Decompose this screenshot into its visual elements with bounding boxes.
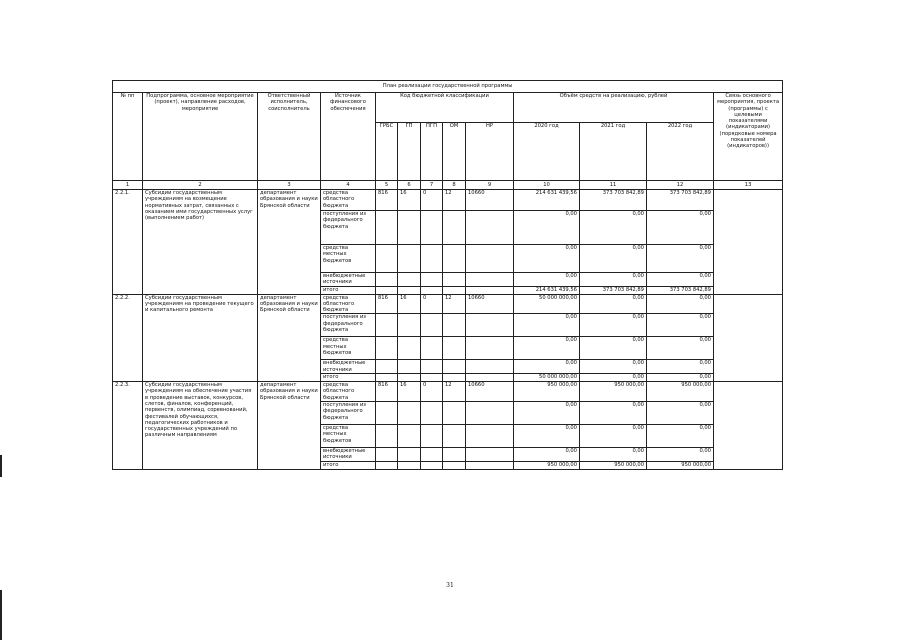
header-link: Связь основного мероприятия, проекта (программы) с целевыми показателями (индикаторами) (порядковые номера показателей (индикаторов))	[714, 93, 783, 181]
amount-2022: 0,00	[647, 447, 714, 461]
amount-2022: 0,00	[647, 314, 714, 337]
amount-2022: 0,00	[647, 360, 714, 374]
plan-table	[112, 80, 783, 470]
source-total: итого	[321, 286, 376, 294]
column-number: 8	[443, 181, 466, 190]
code-gp: 16	[398, 190, 421, 211]
header-budget-code: Код бюджетной классификации	[376, 93, 514, 123]
column-number: 5	[376, 181, 398, 190]
column-number: 6	[398, 181, 421, 190]
row-link	[714, 382, 783, 469]
table-row	[113, 190, 783, 211]
code-gp: 16	[398, 294, 421, 314]
source-local: средства местных бюджетов	[321, 245, 376, 273]
amount-2022: 373 703 842,89	[647, 190, 714, 211]
column-number: 2	[143, 181, 258, 190]
total-2022: 373 703 842,89	[647, 286, 714, 294]
source-total: итого	[321, 461, 376, 469]
table-row	[113, 382, 783, 402]
header-source: Источник финансового обеспечения	[321, 93, 376, 181]
subheader-pgp: ПГП	[421, 123, 443, 181]
code-pgp: 0	[421, 294, 443, 314]
column-number: 10	[514, 181, 580, 190]
row-name: Субсидии государственным учреждениям на проведение текущего и капитального ремонта	[143, 294, 258, 381]
amount-2020: 0,00	[514, 273, 580, 287]
amount-2022: 0,00	[647, 337, 714, 360]
page-number: 31	[446, 582, 454, 589]
scan-edge-mark	[0, 455, 2, 477]
row-num: 2.2.2.	[113, 294, 143, 381]
amount-2021: 950 000,00	[580, 382, 647, 402]
total-2022: 950 000,00	[647, 461, 714, 469]
row-name: Субсидии государственным учреждениям на обеспечение участия в проведение выставок, конкурсов, слетов, финалов, конференций, первенств, олимпиад, соревнований, фестивалей обучающихся, педагогических работников и государственных учреждений по различным направлениям	[143, 382, 258, 469]
amount-2020: 0,00	[514, 401, 580, 424]
row-executor: департамент образования и науки Брянской области	[258, 294, 321, 381]
source-extra: внебюджетные источники	[321, 273, 376, 287]
amount-2022: 0,00	[647, 245, 714, 273]
code-grbs: 816	[376, 382, 398, 402]
scan-edge-mark	[0, 590, 2, 640]
source-extra: внебюджетные источники	[321, 360, 376, 374]
amount-2021: 0,00	[580, 245, 647, 273]
total-2022: 0,00	[647, 374, 714, 382]
column-number: 3	[258, 181, 321, 190]
source-local: средства местных бюджетов	[321, 337, 376, 360]
subheader-grbs: ГРБС	[376, 123, 398, 181]
total-2020: 214 631 439,56	[514, 286, 580, 294]
header-volume: Объём средств на реализацию, рублей	[514, 93, 714, 123]
row-executor: департамент образования и науки Брянской области	[258, 382, 321, 469]
amount-2020: 0,00	[514, 337, 580, 360]
subheader-nr: НР	[466, 123, 514, 181]
code-nr: 10660	[466, 294, 514, 314]
source-local: средства местных бюджетов	[321, 424, 376, 447]
amount-2020: 0,00	[514, 211, 580, 245]
amount-2022: 950 000,00	[647, 382, 714, 402]
amount-2020: 214 631 439,56	[514, 190, 580, 211]
header-subprogram: Подпрограмма, основное мероприятие (проект), направление расходов, мероприятие	[143, 93, 258, 181]
source-regional: средства областного бюджета	[321, 294, 376, 314]
amount-2021: 0,00	[580, 211, 647, 245]
amount-2020: 0,00	[514, 245, 580, 273]
subheader-gp: ГП	[398, 123, 421, 181]
subheader-om: ОМ	[443, 123, 466, 181]
total-2021: 0,00	[580, 374, 647, 382]
source-federal: поступления из федерального бюджета	[321, 314, 376, 337]
amount-2021: 0,00	[580, 337, 647, 360]
amount-2020: 0,00	[514, 447, 580, 461]
amount-2021: 0,00	[580, 447, 647, 461]
table-title: План реализации государственной программы	[113, 81, 783, 93]
source-regional: средства областного бюджета	[321, 382, 376, 402]
amount-2022: 0,00	[647, 273, 714, 287]
code-om: 12	[443, 294, 466, 314]
column-number: 13	[714, 181, 783, 190]
total-2021: 373 703 842,89	[580, 286, 647, 294]
amount-2022: 0,00	[647, 424, 714, 447]
total-2020: 50 000 000,00	[514, 374, 580, 382]
column-number: 9	[466, 181, 514, 190]
code-pgp: 0	[421, 190, 443, 211]
code-pgp: 0	[421, 382, 443, 402]
total-2021: 950 000,00	[580, 461, 647, 469]
code-gp: 16	[398, 382, 421, 402]
amount-2021: 0,00	[580, 294, 647, 314]
row-name: Субсидии государственным учреждениям на возмещение нормативных затрат, связанных с оказанием ими государственных услуг (выполнением работ)	[143, 190, 258, 295]
row-num: 2.2.1.	[113, 190, 143, 295]
code-om: 12	[443, 382, 466, 402]
column-number: 7	[421, 181, 443, 190]
total-2020: 950 000,00	[514, 461, 580, 469]
code-grbs: 816	[376, 294, 398, 314]
amount-2021: 0,00	[580, 273, 647, 287]
amount-2020: 0,00	[514, 360, 580, 374]
table-row	[113, 294, 783, 314]
amount-2020: 950 000,00	[514, 382, 580, 402]
header-num: № пп	[113, 93, 143, 181]
amount-2022: 0,00	[647, 401, 714, 424]
column-number: 12	[647, 181, 714, 190]
code-om: 12	[443, 190, 466, 211]
row-link	[714, 294, 783, 381]
code-nr: 10660	[466, 382, 514, 402]
subheader-2022: 2022 год	[647, 123, 714, 181]
source-federal: поступления из федерального бюджета	[321, 211, 376, 245]
amount-2021: 0,00	[580, 424, 647, 447]
amount-2021: 0,00	[580, 401, 647, 424]
source-federal: поступления из федерального бюджета	[321, 401, 376, 424]
subheader-2021: 2021 год	[580, 123, 647, 181]
column-number: 11	[580, 181, 647, 190]
header-executor: Ответственный исполнитель, соисполнитель	[258, 93, 321, 181]
code-nr: 10660	[466, 190, 514, 211]
column-number: 4	[321, 181, 376, 190]
row-num: 2.2.3.	[113, 382, 143, 469]
amount-2021: 0,00	[580, 314, 647, 337]
column-number: 1	[113, 181, 143, 190]
amount-2020: 0,00	[514, 314, 580, 337]
row-executor: департамент образования и науки Брянской области	[258, 190, 321, 295]
amount-2022: 0,00	[647, 211, 714, 245]
row-link	[714, 190, 783, 295]
amount-2020: 50 000 000,00	[514, 294, 580, 314]
code-grbs: 816	[376, 190, 398, 211]
source-total: итого	[321, 374, 376, 382]
source-regional: средства областного бюджета	[321, 190, 376, 211]
amount-2020: 0,00	[514, 424, 580, 447]
source-extra: внебюджетные источники	[321, 447, 376, 461]
amount-2021: 373 703 842,89	[580, 190, 647, 211]
subheader-2020: 2020 год	[514, 123, 580, 181]
amount-2022: 0,00	[647, 294, 714, 314]
amount-2021: 0,00	[580, 360, 647, 374]
